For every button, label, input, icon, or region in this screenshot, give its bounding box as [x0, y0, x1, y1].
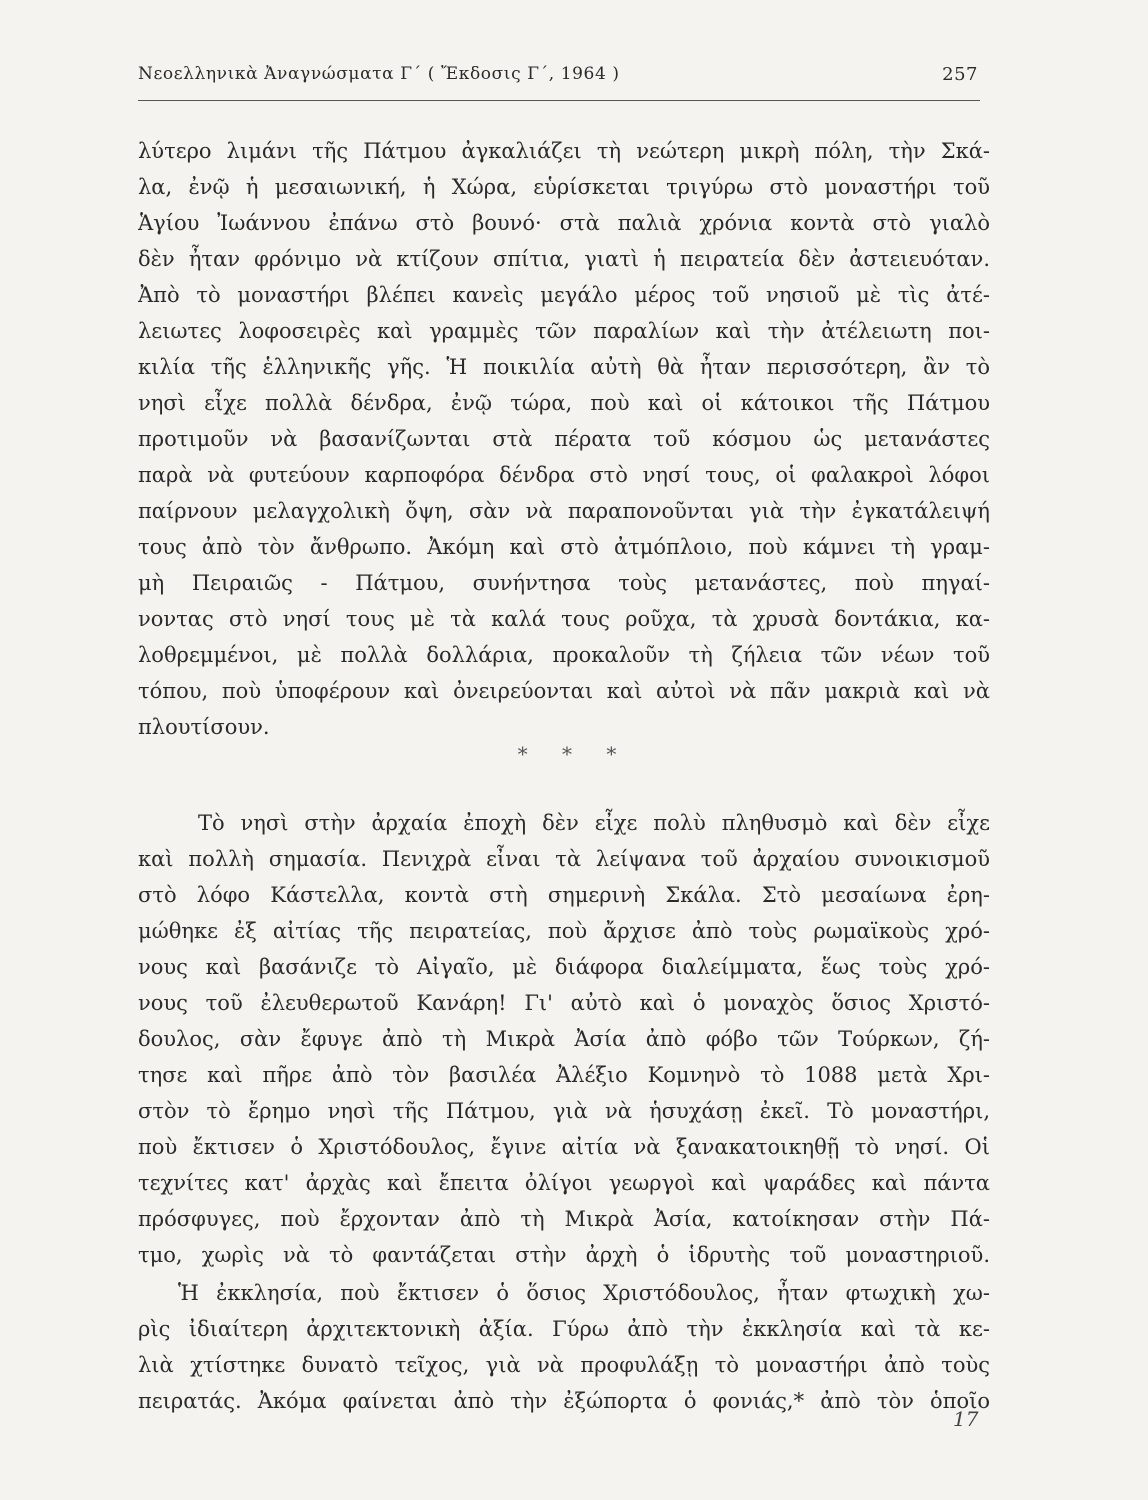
text-line: δὲν ἦταν φρόνιμο νὰ κτίζουν σπίτια, γιατὶ ἡ πειρατεία δὲν ἀστειευόταν. [138, 247, 990, 271]
text-line: νοντας στὸ νησί τους μὲ τὰ καλά τους ροῦχα, τὰ χρυσὰ δοντάκια, κα- [138, 607, 990, 631]
text-line: ρὶς ἰδιαίτερη ἀρχιτεκτονικὴ ἀξία. Γύρω ἀπὸ τὴν ἐκκλησία καὶ τὰ κε- [138, 1317, 990, 1341]
text-line: μὴ Πειραιῶς - Πάτμου, συνήντησα τοὺς μετανάστες, ποὺ πηγαί- [138, 571, 990, 595]
running-header [138, 60, 980, 101]
text-line: λιὰ χτίστηκε δυνατὸ τεῖχος, γιὰ νὰ προφυλάξῃ τὸ μοναστήρι ἀπὸ τοὺς [138, 1353, 990, 1377]
text-line: πρόσφυγες, ποὺ ἔρχονταν ἀπὸ τὴ Μικρὰ Ἀσία, κατοίκησαν στὴν Πά- [138, 1207, 990, 1231]
page-number: 257 [942, 64, 978, 85]
text-line: λα, ἐνῷ ἡ μεσαιωνική, ἡ Χώρα, εὑρίσκεται τριγύρω στὸ μοναστήρι τοῦ [138, 175, 990, 199]
text-line: παρὰ νὰ φυτεύουν καρποφόρα δένδρα στὸ νησί τους, οἱ φαλακροὶ λόφοι [138, 463, 990, 487]
text-line: πειρατάς. Ἀκόμα φαίνεται ἀπὸ τὴν ἐξώπορτα ὁ φονιάς,* ἀπὸ τὸν ὁποῖο [138, 1389, 990, 1413]
text-line: νους καὶ βασάνιζε τὸ Αἰγαῖο, μὲ διάφορα διαλείμματα, ἕως τοὺς χρό- [138, 955, 990, 979]
text-line: νους τοῦ ἐλευθερωτοῦ Κανάρη! Γι' αὐτὸ καὶ ὁ μοναχὸς ὅσιος Χριστό- [138, 991, 990, 1015]
text-line: καὶ πολλὴ σημασία. Πενιχρὰ εἶναι τὰ λείψανα τοῦ ἀρχαίου συνοικισμοῦ [138, 847, 990, 871]
text-line: Ἀπὸ τὸ μοναστήρι βλέπει κανεὶς μεγάλο μέρος τοῦ νησιοῦ μὲ τὶς ἀτέ- [138, 283, 990, 307]
section-separator: * * * [517, 742, 631, 766]
text-line: στὸν τὸ ἔρημο νησὶ τῆς Πάτμου, γιὰ νὰ ἡσυχάσῃ ἐκεῖ. Τὸ μοναστήρι, [138, 1099, 990, 1123]
text-line: λοθρεμμένοι, μὲ πολλὰ δολλάρια, προκαλοῦν τὴ ζήλεια τῶν νέων τοῦ [138, 643, 990, 667]
text-line: Τὸ νησὶ στὴν ἀρχαία ἐποχὴ δὲν εἶχε πολὺ πληθυσμὸ καὶ δὲν εἶχε [198, 811, 990, 835]
text-line: τόπου, ποὺ ὑποφέρουν καὶ ὀνειρεύονται καὶ αὐτοὶ νὰ πᾶν μακριὰ καὶ νὰ [138, 679, 990, 703]
text-line: τησε καὶ πῆρε ἀπὸ τὸν βασιλέα Ἀλέξιο Κομνηνὸ τὸ 1088 μετὰ Χρι- [138, 1063, 990, 1087]
text-line: ποὺ ἔκτισεν ὁ Χριστόδουλος, ἔγινε αἰτία νὰ ξανακατοικηθῇ τὸ νησί. Οἱ [138, 1135, 990, 1159]
text-line: μώθηκε ἐξ αἰτίας τῆς πειρατείας, ποὺ ἄρχισε ἀπὸ τοὺς ρωμαϊκοὺς χρό- [138, 919, 990, 943]
text-line: δουλος, σὰν ἔφυγε ἀπὸ τὴ Μικρὰ Ἀσία ἀπὸ φόβο τῶν Τούρκων, ζή- [138, 1027, 990, 1051]
text-line: Ἁγίου Ἰωάννου ἐπάνω στὸ βουνό· στὰ παλιὰ χρόνια κοντὰ στὸ γιαλὸ [138, 211, 990, 235]
text-line: πλουτίσουν. [138, 715, 270, 739]
text-line: στὸ λόφο Κάστελλα, κοντὰ στὴ σημερινὴ Σκάλα. Στὸ μεσαίωνα ἐρη- [138, 883, 990, 907]
text-line: λειωτες λοφοσειρὲς καὶ γραμμὲς τῶν παραλίων καὶ τὴν ἀτέλειωτη ποι- [138, 319, 990, 343]
text-line: τμο, χωρὶς νὰ τὸ φαντάζεται στὴν ἀρχὴ ὁ ἱδρυτὴς τοῦ μοναστηριοῦ. [138, 1243, 990, 1267]
text-line: τους ἀπὸ τὸν ἄνθρωπο. Ἀκόμη καὶ στὸ ἀτμόπλοιο, ποὺ κάμνει τὴ γραμ- [138, 535, 990, 559]
text-line: λύτερο λιμάνι τῆς Πάτμου ἀγκαλιάζει τὴ νεώτερη μικρὴ πόλη, τὴν Σκά- [138, 139, 990, 163]
text-line: τεχνίτες κατ' ἀρχὰς καὶ ἔπειτα ὀλίγοι γεωργοὶ καὶ ψαράδες καὶ πάντα [138, 1171, 990, 1195]
signature-mark: 17 [953, 1407, 979, 1431]
text-line: παίρνουν μελαγχολικὴ ὄψη, σὰν νὰ παραπονοῦνται γιὰ τὴν ἐγκατάλειψή [138, 499, 990, 523]
header-title: Νεοελληνικὰ Ἀναγνώσματα Γ´ ( Ἔκδοσις Γ´, 1964 ) [138, 64, 620, 84]
text-line: κιλία τῆς ἑλληνικῆς γῆς. Ἡ ποικιλία αὐτὴ θὰ ἦταν περισσότερη, ἂν τὸ [138, 355, 990, 379]
text-line: Ἡ ἐκκλησία, ποὺ ἔκτισεν ὁ ὅσιος Χριστόδουλος, ἦταν φτωχικὴ χω- [178, 1281, 990, 1305]
text-line: προτιμοῦν νὰ βασανίζωνται στὰ πέρατα τοῦ κόσμου ὡς μετανάστες [138, 427, 990, 451]
text-line: νησὶ εἶχε πολλὰ δένδρα, ἐνῷ τώρα, ποὺ καὶ οἱ κάτοικοι τῆς Πάτμου [138, 391, 990, 415]
